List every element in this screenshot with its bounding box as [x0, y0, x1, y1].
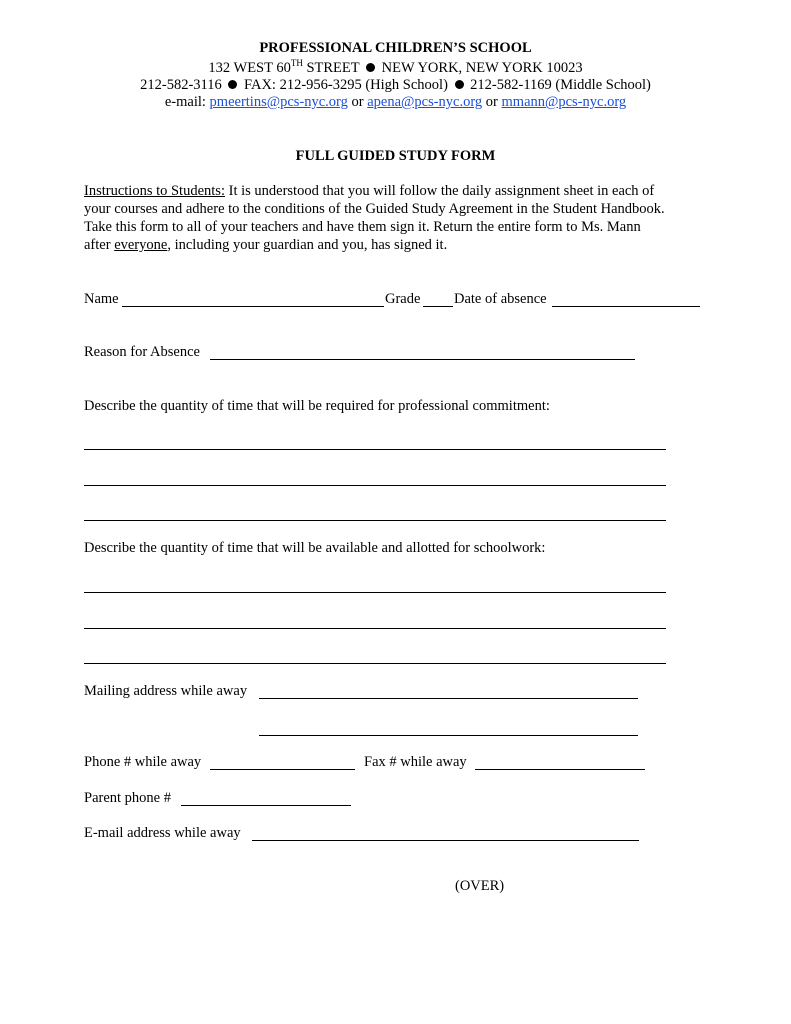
reason-label: Reason for Absence: [84, 344, 200, 360]
mailing-address-field-1[interactable]: [259, 698, 638, 699]
grade-field[interactable]: [423, 306, 453, 307]
email-label: e-mail:: [164, 94, 206, 110]
instructions-line-4: after everyone, including your guardian and you, has signed it.: [84, 237, 448, 253]
address-number: 132 WEST 60: [208, 59, 291, 76]
schoolwork-time-line-1[interactable]: [84, 592, 666, 593]
bullet-icon: [228, 80, 237, 89]
reason-field[interactable]: [210, 359, 635, 360]
school-phones: [0, 77, 791, 94]
name-field[interactable]: [122, 306, 384, 307]
phone-middle-school: 212-582-1169 (Middle School): [470, 77, 651, 93]
over-note: (OVER): [455, 878, 505, 894]
school-address: [0, 58, 791, 77]
emphasis-everyone: everyone: [114, 237, 168, 253]
professional-commitment-line-2[interactable]: [84, 485, 666, 486]
instructions-label: Instructions to Students:: [84, 183, 225, 199]
bullet-icon: [455, 80, 464, 89]
instructions-line-1: Instructions to Students: It is understood that you will follow the daily assignment sheet in each of: [84, 183, 655, 199]
grade-label: Grade: [385, 291, 421, 307]
instructions-line-3: Take this form to all of your teachers and have them sign it. Return the entire form to Ms. Mann: [84, 219, 641, 235]
schoolwork-time-question: Describe the quantity of time that will be available and allotted for schoolwork:: [84, 540, 546, 556]
school-name: PROFESSIONAL CHILDREN’S SCHOOL: [259, 40, 532, 56]
email-link-pmeertins[interactable]: pmeertins@pcs-nyc.org: [209, 94, 348, 110]
parent-phone-label: Parent phone #: [84, 790, 171, 806]
fax-high-school: FAX: 212-956-3295 (High School): [243, 77, 448, 93]
date-of-absence-label: Date of absence: [454, 291, 547, 307]
address-superscript: TH: [290, 58, 303, 68]
schoolwork-time-line-2[interactable]: [84, 628, 666, 629]
date-of-absence-field[interactable]: [552, 306, 700, 307]
email-away-label: E-mail address while away: [84, 825, 241, 841]
phone-label: Phone # while away: [84, 754, 202, 770]
mailing-address-label: Mailing address while away: [84, 683, 248, 699]
professional-commitment-line-3[interactable]: [84, 520, 666, 521]
or-text: or: [351, 94, 364, 110]
email-link-mmann[interactable]: mmann@pcs-nyc.org: [501, 94, 627, 110]
mailing-address-field-2[interactable]: [259, 735, 638, 736]
name-label: Name: [84, 291, 119, 307]
professional-commitment-line-1[interactable]: [84, 449, 666, 450]
professional-commitment-question: Describe the quantity of time that will be required for professional commitment:: [84, 398, 550, 414]
or-text: or: [485, 94, 498, 110]
phone-field[interactable]: [210, 769, 355, 770]
address-city: NEW YORK, NEW YORK 10023: [381, 59, 583, 76]
bullet-icon: [366, 63, 375, 72]
parent-phone-field[interactable]: [181, 805, 351, 806]
email-link-apena[interactable]: apena@pcs-nyc.org: [367, 94, 483, 110]
email-away-field[interactable]: [252, 840, 639, 841]
instructions-line-2: your courses and adhere to the conditions of the Guided Study Agreement in the Student Handbook.: [84, 201, 665, 217]
school-emails: [0, 94, 791, 111]
schoolwork-time-line-3[interactable]: [84, 663, 666, 664]
fax-field[interactable]: [475, 769, 645, 770]
form-title: FULL GUIDED STUDY FORM: [295, 148, 496, 164]
fax-label: Fax # while away: [364, 754, 467, 770]
phone-main: 212-582-3116: [140, 77, 222, 93]
address-street: STREET: [306, 59, 360, 76]
